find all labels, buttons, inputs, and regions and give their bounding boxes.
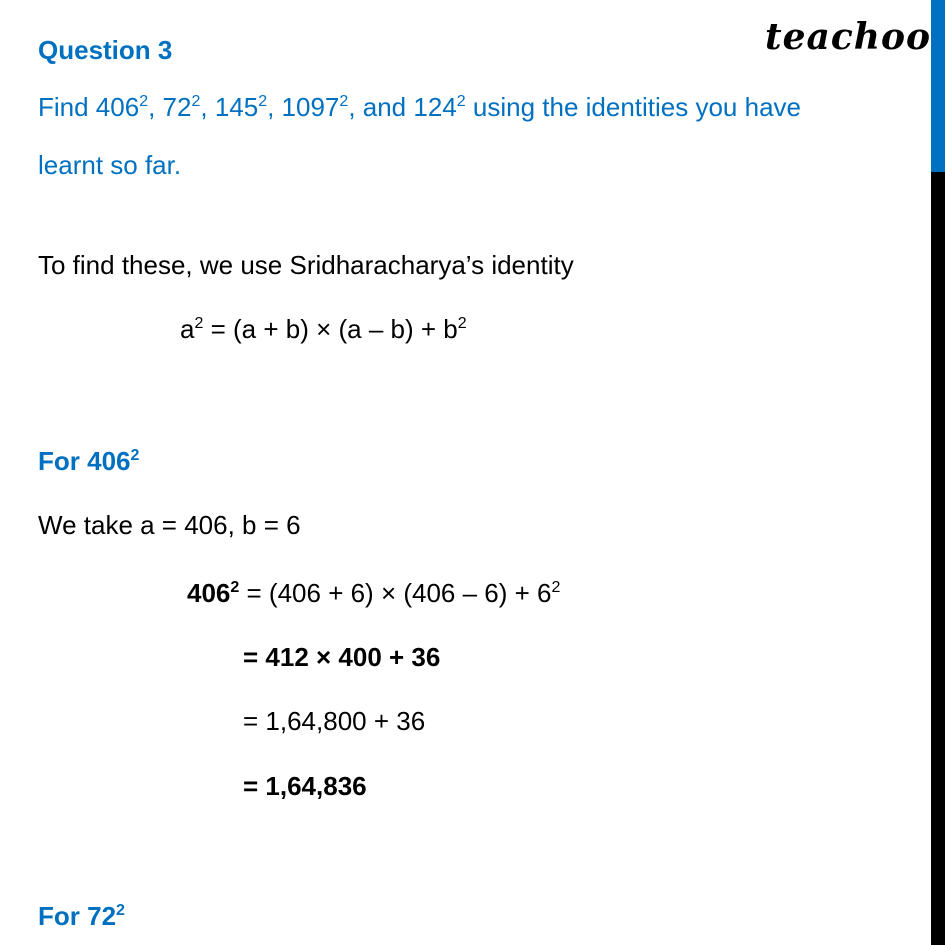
q-part: , 72 [148,92,192,122]
question-line-2: learnt so far. [38,150,182,180]
step-3-result: = 1,64,836 [243,771,367,801]
question-line-1 [38,91,801,123]
side-dark-bar [931,172,945,945]
q-part: , 1097 [267,92,340,122]
q-part: Find 406 [38,92,140,122]
step-2: = 1,64,800 + 36 [243,706,426,736]
q-sup: 2 [258,93,268,110]
eq-rhs: = (406 + 6) × (406 – 6) + 6 [239,578,552,608]
heading-text: For 72 [38,901,117,931]
side-accent-bar [931,0,945,172]
q-sup: 2 [339,93,349,110]
teachoo-logo: teachoo [765,16,931,58]
identity-formula [180,313,467,345]
eq-lhs-sup: 2 [230,579,240,596]
take-values: We take a = 406, b = 6 [38,510,301,540]
q-part: using the identities you have [465,92,801,122]
heading-sup: 2 [130,447,140,464]
question-title: Question 3 [38,35,173,65]
equation-406 [187,577,560,609]
eq-rhs-sup: 2 [551,579,561,596]
eq-lhs: 406 [187,578,231,608]
identity-a: a [180,314,195,344]
q-sup: 2 [139,93,149,110]
heading-text: For 406 [38,446,131,476]
q-sup: 2 [456,93,466,110]
q-sup: 2 [191,93,201,110]
step-1: = 412 × 400 + 36 [243,642,441,672]
section-heading-406 [38,445,139,477]
identity-rest: = (a + b) × (a – b) + b [203,314,458,344]
identity-b-sup: 2 [457,315,467,332]
q-part: , 145 [200,92,259,122]
heading-sup: 2 [116,902,125,919]
identity-a-sup: 2 [194,315,204,332]
q-part: , and 124 [348,92,457,122]
section-heading-72 [38,900,125,932]
intro-text: To find these, we use Sridharacharya’s identity [38,250,574,280]
